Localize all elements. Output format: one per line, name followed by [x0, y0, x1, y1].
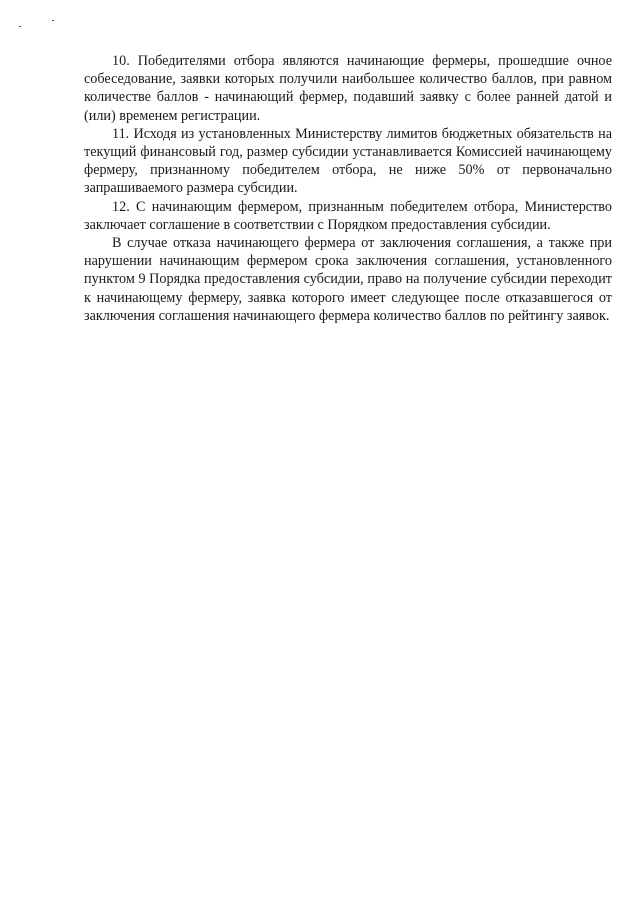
- document-body: [84, 52, 612, 325]
- scan-speck: [52, 20, 54, 21]
- paragraph-refusal-clause: В случае отказа начинающего фермера от заключения соглашения, а также при нарушении начинающим фермером срока заключения соглашения, установленного пунктом 9 Порядка предоставления субсидии, право на получение субсидии переходит к начинающему фермеру, заявка которого имеет следующее после отказавшегося от заключения соглашения начинающего фермера количество баллов по рейтингу заявок.: [84, 235, 612, 324]
- paragraph-11: 11. Исходя из установленных Министерству лимитов бюджетных обязательств на текущий финансовый год, размер субсидии устанавливается Комиссией начинающему фермеру, признанному победителем отбора, не ниже 50% от первоначально запрашиваемого размера субсидии.: [84, 125, 612, 197]
- paragraph-12: 12. С начинающим фермером, признанным победителем отбора, Министерство заключает соглашение в соответствии с Порядком предоставления субсидии.: [84, 198, 612, 233]
- scan-speck: [19, 26, 21, 27]
- paragraph-10: 10. Победителями отбора являются начинающие фермеры, прошедшие очное собеседование, заявки которых получили наибольшее количество баллов, при равном количестве баллов - начинающий фермер, подавший заявку с более ранней датой и (или) временем регистрации.: [84, 53, 612, 124]
